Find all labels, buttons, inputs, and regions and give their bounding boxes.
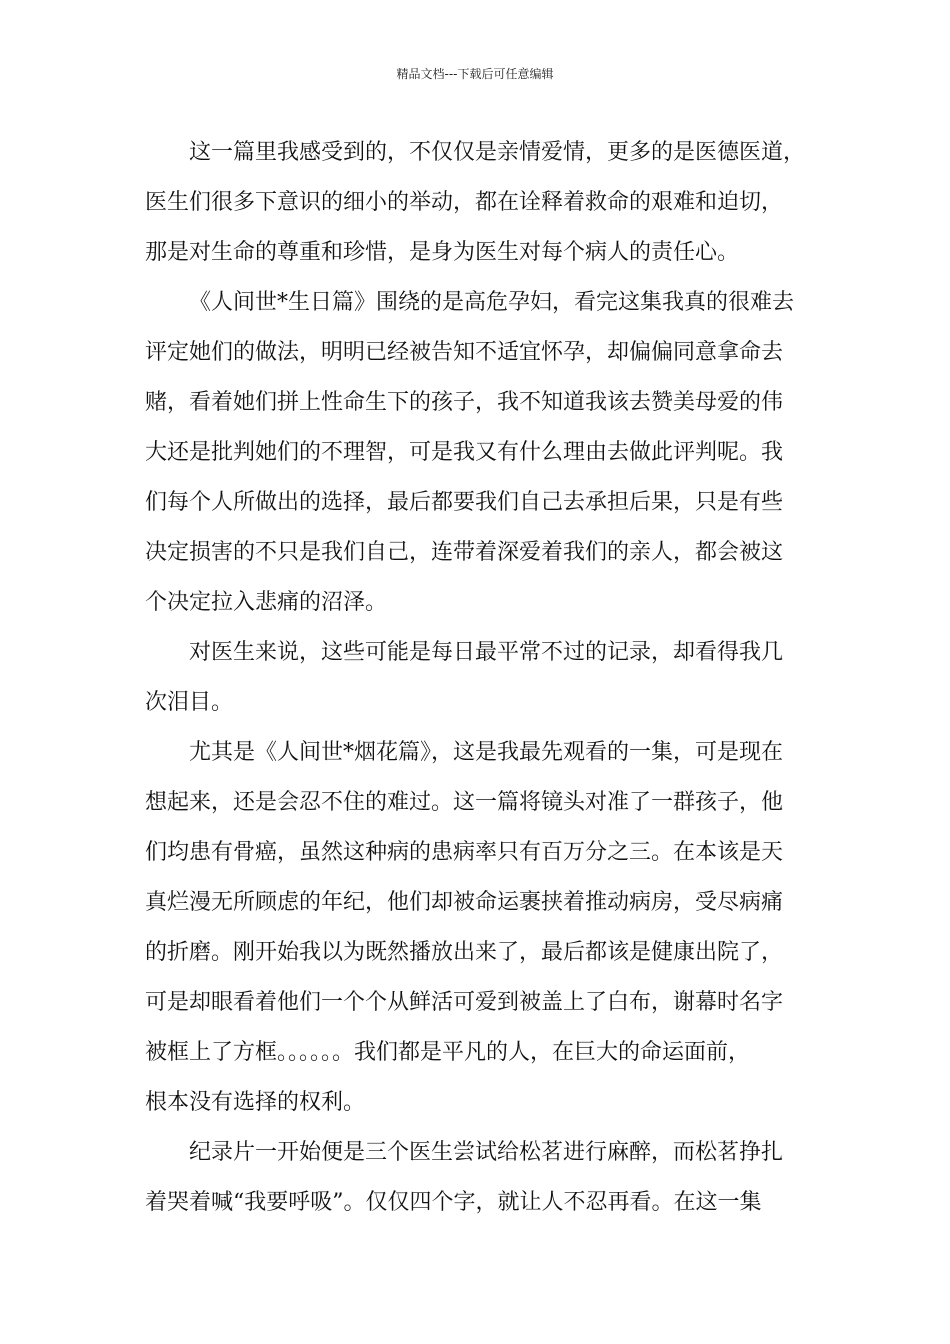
text-line: 根本没有选择的权利。: [145, 1090, 366, 1115]
text-line: 这一篇里我感受到的，不仅仅是亲情爱情，更多的是医德医道，: [189, 140, 806, 165]
text-line: 决定损害的不只是我们自己，连带着深爱着我们的亲人，都会被这: [145, 540, 784, 565]
text-line: 次泪目。: [145, 690, 234, 715]
paragraph-1: [145, 128, 825, 278]
text-line: 可是却眼看着他们一个个从鲜活可爱到被盖上了白布，谢幕时名字: [145, 990, 784, 1015]
text-line: 大还是批判她们的不理智，可是我又有什么理由去做此评判呢。我: [145, 440, 784, 465]
text-line: 个决定拉入悲痛的沼泽。: [145, 590, 388, 615]
text-line: 的折磨。刚开始我以为既然播放出来了，最后都该是健康出院了，: [145, 940, 784, 965]
text-line: 评定她们的做法，明明已经被告知不适宜怀孕，却偏偏同意拿命去: [145, 340, 784, 365]
text-line: 着哭着喊“我要呼吸”。仅仅四个字，就让人不忍再看。在这一集: [145, 1190, 762, 1215]
paragraph-4: [145, 728, 825, 1128]
text-line: 《人间世*生日篇》围绕的是高危孕妇，看完这集我真的很难去: [189, 290, 795, 315]
paragraph-3: [145, 628, 825, 728]
text-line: 真烂漫无所顾虑的年纪，他们却被命运裹挟着推动病房，受尽病痛: [145, 890, 784, 915]
text-line: 那是对生命的尊重和珍惜，是身为医生对每个病人的责任心。: [145, 240, 740, 265]
text-line: 赌，看着她们拼上性命生下的孩子，我不知道我该去赞美母爱的伟: [145, 390, 784, 415]
document-body: [145, 128, 825, 1228]
text-line: 对医生来说，这些可能是每日最平常不过的记录，却看得我几: [189, 640, 784, 665]
text-line: 被框上了方框。。。。。。我们都是平凡的人，在巨大的命运面前，: [145, 1040, 751, 1065]
text-line: 想起来，还是会忍不住的难过。这一篇将镜头对准了一群孩子，他: [145, 790, 784, 815]
paragraph-2: [145, 278, 825, 628]
text-line: 们每个人所做出的选择，最后都要我们自己去承担后果，只是有些: [145, 490, 784, 515]
text-line: 尤其是《人间世*烟花篇》，这是我最先观看的一集，可是现在: [189, 740, 784, 765]
text-line: 纪录片一开始便是三个医生尝试给松茗进行麻醉，而松茗挣扎: [189, 1140, 784, 1165]
text-line: 医生们很多下意识的细小的举动，都在诠释着救命的艰难和迫切，: [145, 190, 784, 215]
page-header: 精品文档---下载后可任意编辑: [396, 67, 554, 81]
paragraph-5: [145, 1128, 825, 1228]
text-line: 们均患有骨癌，虽然这种病的患病率只有百万分之三。在本该是天: [145, 840, 784, 865]
